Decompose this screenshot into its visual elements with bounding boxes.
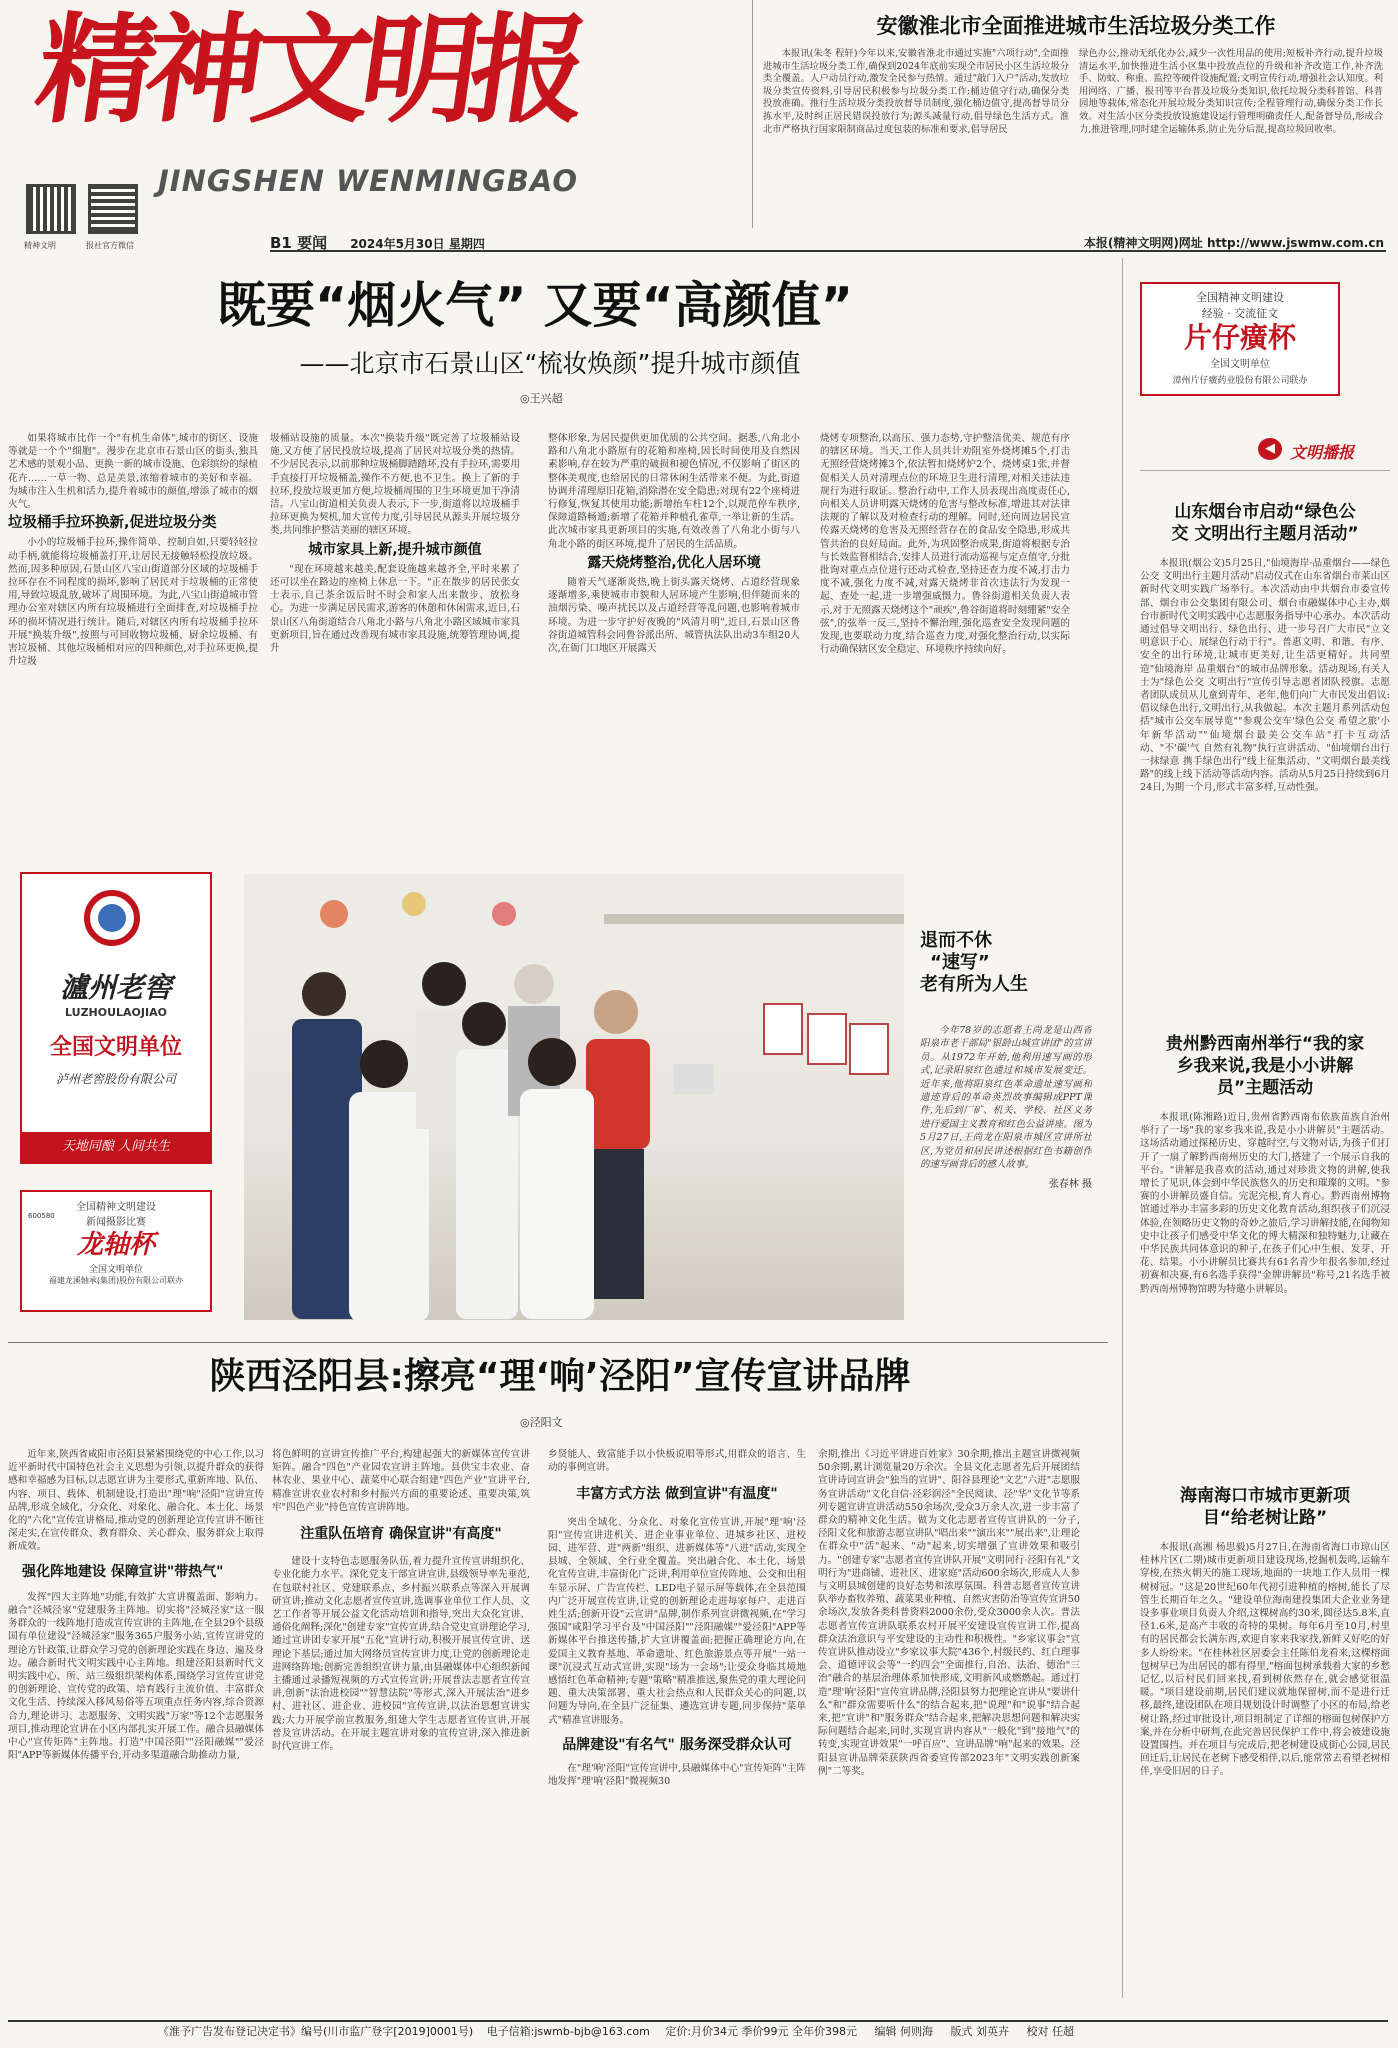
ad-pzh-brand: 片仔癀杯 xyxy=(1183,321,1296,354)
sidebar-item-3-body: 本报讯(高湘 杨思毅)5月27日,在海南省海口市琼山区桂林片区(二期)城市更新项目建设现场,挖掘机轰鸣,运输车穿梭,在热火朝天的施工现场,地面的一块地工作人员用一棵树树冠。"这是20世纪60年代初引进种植的榕树,能长了尽管生长期百年之久。"建设单位海南建投集团大企业业务建设多事业项目负责人介绍,这棵树高约30米,圆径达5.8米,直径1.6米,是高产丰收的奇特的果树。每年6月至10月,村里有的居民都会长满东西,欢迎自家来我家找,新鲜又好吃的好多人纷纷来。"在桂林社区居委会主任陈伯龙看来,这棵榕面包树早已为出居民的都有得里,"榕面包树承载着大家的乡愁记忆,以后村民们回来找,看到树依然存在,就会感觉很温暖。"项目建设前期,居民们建议就地保留树,而不是进行迁移,最终,建设团队在项目规划设计时调整了小区的布局,给老树让路,经过审批设计,项目组制定了详细的榕面包树保护方案,并在分析中研判,在此完善居民保护工作中,将会被建设施设置围挡。并在项目与完成后,把老树建设成街心公园,居民回迁后,让居民在老树下感受相伴,以后,能常常去看望老树相伴,享受旧居的日子。 xyxy=(1140,1542,1390,1778)
caption-title-3: 老有所为人生 xyxy=(920,974,1028,995)
top-story-col-1: 本报讯(朱冬 程轩)今年以来,安徽省淮北市通过实施"六项行动",全面推进城市生活垃圾分类工作,确保到2024年底前实现全市居民小区生活垃圾分类全覆盖。人户动员行动,激发全民参与热情。通过"敲门入户"活动,发放垃圾分类宣传资料,引导居民积极参与垃圾分类工作;桶边值守行动,确保分类投放准确。推行生活垃圾分类投放督导员制度,强化桶边值守,提高督导员分拣水平,及时纠正居民错误投放行为;源头减量行动,倡导绿色生活方式。淮北市严格执行国家限制商品过度包装的标准和要求,倡导居民 xyxy=(763,48,1069,135)
main-byline: ◎王兴超 xyxy=(520,392,563,405)
masthead xyxy=(18,0,748,200)
photo-illustration xyxy=(244,874,904,1320)
page-label: B1 要闻 xyxy=(270,234,328,252)
caption-credit: 张春林 摄 xyxy=(1048,1179,1092,1191)
ad-luzhoulaojiao[interactable] xyxy=(20,872,212,1164)
ad-longzhou-brand: 龙轴杯 xyxy=(76,1230,155,1260)
shaanxi-subhead-3: 丰富方式方法 做到宣讲"有温度" xyxy=(576,1486,778,1503)
ad-pzh-company: 漳州片仔癀药业股份有限公司联办 xyxy=(1172,376,1308,386)
logo-pinyin: JINGSHEN WENMINGBAO xyxy=(158,164,579,198)
shaanxi-title: 陕西泾阳县:擦亮“理‘响’泾阳”宣传宣讲品牌 xyxy=(209,1356,911,1397)
footer-proof: 校对 任超 xyxy=(1026,2025,1075,2038)
date-bar xyxy=(270,232,1386,252)
luzhou-logo-inner xyxy=(98,904,126,932)
ad-pzh-line1: 全国精神文明建设 xyxy=(1196,291,1284,304)
footer-license: 《淮予广告发布登记决定书》编号(川市监广登字[2019]0001号) xyxy=(158,2025,474,2038)
footer-email[interactable]: 电子信箱:jswmb-bjb@163.com xyxy=(486,2025,650,2038)
website-link[interactable]: 本报(精神文明网)网址 http://www.jswmw.com.cn xyxy=(1083,236,1384,250)
footer-price: 定价:月价34元 季价99元 全年价398元 xyxy=(665,2025,858,2038)
shaanxi-subhead-4: 品牌建设"有名气" 服务深受群众认可 xyxy=(562,1736,792,1753)
shaanxi-col-2: 将色鲜明的宣讲宣传推广平台,构建起强大的新媒体宣传宣讲矩阵。融合"四色"产业园农宣讲主阵地。县供宝丰农业、奋林农业、果业中心、蔬菜中心联合组建"四色产业"宣讲平台,精准宣讲农业农村和乡村振兴方面的重要论述、重要决策,筑牢"四色产业"持色宣传宣讲阵地。 注重队伍培育 确保宣讲"有高度" 建设十支特色志愿服务队伍,着力提升宣传宣讲组织化、专业化能力水平。深化党支干部宣讲宣讲,县级领导率先垂范,在包联村社区、党建联系点、乡村振兴联系点等深入开展调研宣讲;推动文化志愿者宣传宣讲,选调事业单位工作人员、文艺工作者等开展公益文化活动培训和指导,突出大众化宣讲、通俗化阐释;深化"创建专家"宣传宣讲,结合党史宣讲理论学习,通过宣讲团专家开展"五化"宣讲行动,积极开展宣传宣讲、送理论下基层;通过加大网络员宣传宣讲力度,让党的创新理论走进网络阵地;创新完善组织宣讲力量,由县融媒体中心组织新闻主播通过录播短视频的方式宣传宣讲;开展普法志愿者宣传宣讲,创新"法治进校园""智慧法院"等形式,深入开展法治"进乡村、进社区、进企业、进校园"宣传宣讲,以法治思想宣讲实践;大力开展学前宣教服务,组建大学生志愿者宣传宣讲,开展普及宣讲活动。在开展主题宣讲对象的宣传宣讲,深入推进新时代宣讲工作。 xyxy=(272,1449,530,1753)
main-col-2: 圾桶站设施的质量。本次"换装升级"既完善了垃圾桶站设施,又方便了居民投放垃圾,提高了居民对垃圾分类的热情。不少居民表示,以前那种垃圾桶脚踏踏坏,没有手拉环,需要用手直接打开垃圾桶盖,操作不方便,也不卫生。换上了新的手拉环,投放垃圾更加方便,垃圾桶周围的卫生环境更加干净清洁。八宝山街道相关负责人表示,下一步,街道将以垃圾桶手拉环更换为契机,加大宣传力度,引导居民从源头开展垃圾分类,共同维护整洁美丽的辖区环境。 城市家具上新,提升城市颜值 "现在环境越来越美,配套设施越来越齐全,平时来累了还可以坐在路边的座椅上休息一下。"正在散步的居民张女士表示,自己茶余饭后时不时会和家人出来散步、放松身心。为进一步满足居民需求,游客的休憩和休闲需求,近日,石景山区八角街道结合八角北小路与八角北小路区域城市家具更新项目,旨在通过改善现有城市家具设施,统筹管理协调,提升 xyxy=(270,433,520,655)
news-photo xyxy=(244,874,904,1320)
ad-luzhou-slogan: 天地同酿 人间共生 xyxy=(22,1132,210,1162)
main-headline: 既要“烟火气” 又要“高颜值” xyxy=(217,277,853,334)
top-story-col-2: 绿色办公,推动无纸化办公,减少一次性用品的使用;短板补齐行动,提升垃圾清运水平,加快推进生活小区集中投放点位的升级和补齐改造工作,补齐洗手、防蚊、称重、监控等硬件设施配置;文明宣传行动,增强社会认知度。利用网络、广播、报刊等平台普及垃圾分类知识,依托垃圾分类科普馆、科普园地等载体,常态化开展垃圾分类知识宣传;全程管理行动,确保分类工作长效。对生活小区分类投放设施建设运行管理明确责任人,配备督导员,形成合力,推进管理,同时建全运输体系,防止先分后混,提高垃圾回收率。 xyxy=(1079,48,1383,135)
main-col-1: 如果将城市比作一个"有机生命体",城市的街区、设施等就是一个个"细胞"。漫步在北京市石景山区的街头,独具艺术感的景观小品、更换一新的城市设施、色彩缤纷的绿植花卉……一草一物、总是美景,浓缩着城市的美好和幸福。为城市注入生机和活力,提升着城市的颜值,增添了城市的烟火气。 垃圾桶手拉环换新,促进垃圾分类 小小的垃圾桶手拉环,操作简单、控制自如,只要轻轻拉动手柄,就能将垃圾桶盖打开,让居民无接触轻松投放垃圾。然而,因多种原因,石景山区八宝山街道部分区域的垃圾桶手拉环存在不同程度的损坏,影响了居民对于垃圾桶的正常使用,导致垃圾乱放,破坏了周围环境。为此,八宝山街道城市管理办公室对辖区内所有垃圾桶进行全面排查,对垃圾桶手拉环的损坏情况进行统计。随后,对辖区内所有垃圾桶手拉环开展"换装升级",按照与可回收物垃圾桶、厨余垃圾桶、有害垃圾桶、其他垃圾桶相对应的四种颜色,对手拉环更换,提升垃圾 xyxy=(8,433,258,668)
ad-luzhou-company: 泸州老窖股份有限公司 xyxy=(55,1072,176,1086)
ad-luzhou-title: 全国文明单位 xyxy=(49,1034,182,1060)
shaanxi-subhead-2: 注重队伍培育 确保宣讲"有高度" xyxy=(300,1526,502,1543)
sidebar-divider xyxy=(1122,258,1123,1998)
photo-caption xyxy=(920,930,1100,1330)
ad-longzhou-line2: 新闻摄影比赛 xyxy=(86,1217,146,1228)
main-subtitle: ——北京市石景山区“梳妆焕颜”提升城市颜值 xyxy=(299,349,801,378)
issue-date: 2024年5月30日 星期四 xyxy=(350,237,485,251)
ad-pzh-line2: 经验 · 交流征文 xyxy=(1201,307,1279,320)
shaanxi-byline: ◎泾阳文 xyxy=(520,1416,563,1429)
sidebar-header-label: 文明播报 xyxy=(1290,443,1355,462)
qr-label-2: 报社官方微信 xyxy=(86,241,134,250)
caption-body: 今年78岁的志愿者王尚龙是山西省阳泉市老干部局"银龄山城宣讲团"的宣讲员。从1972年开始,他利用速写画的形式,记录阳泉红色通过和城市发展变迁。近年来,他将阳泉红色革命遗址速写画和遗迹背后的革命英烈故事编辑成PPT课件,先后到厂矿、机关、学校、社区义务进行爱国主义教育和红色公益讲座。图为5月27日,王尚龙在阳泉市城区宣讲所社区,为党员和居民讲述根据红色书籍创作的速写画背后的感人故事。 xyxy=(920,1025,1092,1171)
top-story-title: 安徽淮北市全面推进城市生活垃圾分类工作 xyxy=(876,14,1276,38)
ad-pzh-unit: 全国文明单位 xyxy=(1210,359,1270,370)
footer-design: 版式 刘英卉 xyxy=(950,2025,1010,2038)
sidebar xyxy=(1140,430,1390,2000)
ad-longzhou-code: 600580 xyxy=(28,1212,55,1220)
megaphone-icon: ◀ xyxy=(1258,438,1282,460)
caption-title-1: 退而不休 xyxy=(920,930,992,951)
qr-label-1: 精神文明 xyxy=(24,241,56,250)
main-subhead-1: 垃圾桶手拉环换新,促进垃圾分类 xyxy=(8,515,217,532)
shaanxi-subhead-1: 强化阵地建设 保障宣讲"带热气" xyxy=(22,1563,224,1580)
main-col-4: 烧烤专项整治,以高压、强力态势,守护整洁优美、规范有序的辖区环境。当天,工作人员共计劝阻室外烧烤摊5个,打击无照经营烧烤摊3个,依法暂扣烧烤炉2个、烧烤桌1张,并督促相关人员对清理点位的环境卫生进行清理,对相关违法违规行为进行取证。整治行动中,工作人员表现出高度责任心,向相关人员讲明露天烧烤的危害与整改标准,增进其对法律法规的了解以及对检查行动的理解。同时,还向周边居民宣传露天烧烤的危害及无照经营存在的食品安全隐患,形成共管共治的良好局面。此外,为巩固整治成果,街道将根据专治与长效监督相结合,安排人员进行流动巡视与定点值守,分批批询对重点点位进行还动式检查,坚持还查力度不减,打击力度不减,强化力度不减,对露天烧烤非首次违法行为发现一起、查处一起,进一步增强威慑力。鲁谷街道相关负责人表示,对于无照露天烧烤这个"顽疾",鲁谷街道将时刻绷紧"安全弦",的弦举一反三,坚持不懈治理,强化巡查安全发现问题的发现,也要联动力度,结合巡查力度,对强化整治行动,以实际行动确保辖区安全稳定、环境秩序持续向好。 xyxy=(820,433,1070,656)
ad-longzhou-unit: 全国文明单位 xyxy=(88,1265,143,1275)
ad-longzhou[interactable] xyxy=(20,1190,212,1312)
ad-longzhou-company: 福建龙溪轴承(集团)股份有限公司联办 xyxy=(48,1276,184,1285)
footer-editor: 编辑 何则海 xyxy=(874,2025,934,2038)
ad-pianzaihuang[interactable] xyxy=(1140,282,1340,396)
sidebar-item-2-title: 贵州黔西南州举行“我的家乡我来说,我是小小讲解员”主题活动 xyxy=(1165,1034,1365,1098)
ad-luzhou-brand-py: LUZHOULAOJIAO xyxy=(65,1006,167,1019)
main-col-3: 整体形象,为居民提供更加优质的公共空间。据悉,八角北小路和八角北小路原有的花箱和座椅,因长时间使用及自然因素影响,存在较为严重的破损和褪色情况,不仅影响了街区的整体美观度,也给居民的日常休闲生活带来不便。为此,街道协调并清理原旧花箱,消除潜在安全隐患;对现有22个座椅进行修复,恢复其使用功能;新增抬车柱12个,以规范停车秩序,保障道路畅通;新增了花箱并种植孔雀草,一举让新的生活。此次城市家具更新项目的实施,有效改善了八角北小街与八角北小路的街区环境,提升了居民的生活品质。 露天烧烤整治,优化人居环境 随着天气逐渐炎热,晚上街头露天烧烤、占道经营现象逐渐增多,乘使城市市貌和人居环境产生影响,但伴随而来的油烟污染、噪声扰民以及占道经营等乱问题,也影响着城市环境。为进一步守护好夜晚的"风清月明",近日,石景山区鲁谷街道城管科会同鲁谷派出所、城管执法队出动3车组20人次,在衙门口地区开展露天 xyxy=(548,433,800,655)
sidebar-item-1-title: 山东烟台市启动“绿色公交 文明出行主题月活动” xyxy=(1171,502,1359,544)
sidebar-item-2-body: 本报讯(陈湘路)近日,贵州省黔西南布依族苗族自治州举行了一场"我的家乡我来说,我是小小讲解员"主题活动。这场活动通过探秘历史、穿越时空,与文物对话,为孩子们打开了一扇了解黔西南州历史的大门,搭建了一个展示自我的平台。"讲解是我喜欢的活动,通过对珍贵文物的讲解,使我增长了见识,体会到中华民族悠久的历史和璀璨的文明。"参赛的小讲解员盛自信。完泥完根,育人育心。黔西南州博物馆通过举办丰富多彩的历史文化教育活动,组织孩子们沉浸体验,在领略历史文物的奇妙之旅后,学习讲解技能,在闻物知史中让孩子们感受中华文化的博大精深和独特魅力,让藏在中华民族共同体意识的种子,在孩子们心中生根、发芽、开花、结果。小小讲解员比赛共有61名青少年报名参加,经过初赛和决赛,有6名选手获得"金牌讲解员"称号,21名选手被黔西南州博物馆聘为特邀小讲解员。 xyxy=(1140,1112,1390,1295)
sidebar-item-3-title: 海南海口市城市更新项目“给老树让路” xyxy=(1180,1486,1350,1528)
sidebar-header xyxy=(1140,430,1390,471)
main-subhead-2: 城市家具上新,提升城市颜值 xyxy=(308,541,482,558)
sidebar-item-1-body: 本报讯(烟公文)5月25日,"仙境海岸·品重烟台——绿色公交 文明出行主题月活动"启动仪式在山东省烟台市莱山区新时代文明实践广场举行。本次活动由中共烟台市委宣传部、烟台市公交集团有限公司、烟台市融媒体中心主办,烟台市新时代文明实践中心志愿服务指导中心承办。本次活动通过倡导文明出行、绿色出行、进一步号召广大市民"立文明意识于心、展绿色行动于行"。普惠文明、和谐、有序、安全的出行环境,让城市更美好,让生活更精好。共同塑造"仙境海岸 品重烟台"的城市品牌形象。活动现场,有关人士为"绿色公交 文明出行"宣传引导志愿者团队授旗。志愿者团队成员从儿童到青年、老年,他们向广大市民发出倡议:倡议绿色出行,文明出行,从我做起。本次主题月系列活动包括"城市公交车展导览""参观公交车'绿色公交 希望之旅'小年新华活动""仙境烟台最美公交车站"打卡互动活动、"不'碳'气 自然有礼物"执行宣讲活动、"仙境烟台出行一抹绿意 携手绿色出行"线上征集活动、"文明烟台最美线路"的线上线下活动等活动内容。活动从5月25日持续到6月24日,为期一个月,形式丰富多样,互动性强。 xyxy=(1140,558,1390,794)
main-subhead-3: 露天烧烤整治,优化人居环境 xyxy=(587,554,761,571)
ad-longzhou-line1: 全国精神文明建设 xyxy=(76,1202,156,1213)
footer xyxy=(8,2020,1388,2044)
top-story xyxy=(752,0,1393,228)
newspaper-logo: 精神文明报 xyxy=(28,0,588,139)
shaanxi-col-4: 余期,推出《习近平讲进百姓家》30余期,推出主题宣讲微视频50余期,累计浏览量20万余次。全县文化志愿者先后开展团结宣讲诗词宣讲会"独当的宣讲"、阳谷县理论"文艺"六进"志愿服务宣讲活动"文化自信·泾彩润泾"全民阅读、泾"华"文化节等系列专题宣讲宣讲活动550余场次,受众3万余人次,进一步丰富了群众的精神文化生活。做为文化志愿者宣传宣讲队的一分子,泾阳文化和旅游志愿宣讲队"唱出来""演出来""展出来",让理论在群众中"活"起来、"动"起来,切实增强了宣讲效果和吸引力。"创建专家"志愿者宣传宣讲队开展"文明同行·泾阳有礼"文明行为"进商铺、进社区、进家庭"活动600余场次,形成人人参与文明县城创建的良好态势和浓厚氛围。科普志愿者宣传宣讲队举办畜牧养殖、蔬菜果业种植、自然灾害防治等宣传宣讲50余场次,发放各类科普资料2000余份,受众3000余人次。普法志愿者宣传宣讲队联系农村开展平安建设宣传宣讲工作,提高群众法治意识与平安建设的主动性和积极性。"乡家议事会"宣传宣讲队推动设立"乡家议事大院"436个,村级民约、红白理事会、道德评议会等"一约四会"全面推行,自治、法治、德治"三治"融合的基层治理体系加快形成,文明新风成燃燃起。通过打造"理'响'泾阳"宣传宣讲品牌,泾阳县努力把理论宣讲从"要讲什么"和"群众需要听什么"的结合起来,把"说理"和"说事"结合起来,把"宣讲"和"服务群众"结合起来,把解决思想问题和解决实际问题结合起来,同时,实现宣讲内容从"一般化"到"接地气"的转变,实现宣讲效果"一呼百应"、宣讲品牌"响"起来的效果。泾阳县宣讲品牌荣获陕西省委宣传部2023年"文明实践创新案例"二等奖。 xyxy=(818,1449,1080,1777)
qr-code-2 xyxy=(88,184,138,234)
caption-title-2: “速写” xyxy=(930,952,990,973)
section-divider xyxy=(8,1342,1108,1343)
shaanxi-col-1: 近年来,陕西省咸阳市泾阳县紧紧围绕党的中心工作,以习近平新时代中国特色社会主义思想为引领,以提升群众的获得感和幸福感为目标,以志愿宣讲为主要形式,重新库地、队伍、内容、项目、载体、机制建设,打造出"理"响"泾阳"宣讲宣传品牌,形成全域化、分众化、对象化、融合化、本土化、场景化的"六化"宣传宣讲格局,推动党的创新理论宣传宣讲不断往深走实,在宣传群众、教育群众、关心群众、服务群众上取得新成效。 强化阵地建设 保障宣讲"带热气" 发挥"四大主阵地"功能,有效扩大宣讲覆盖面、影响力。融合"泾城泾家"党建服务主阵地。切实将"泾城泾家"这一服务群众的一线阵地打造成宣传宣讲的主阵地,在全县29个县级国有单位建设"泾城泾家"服务365户服务小站,宣传宣讲党的理论方针政策,让群众学习党的创新理论实践在身边、遍及身边。融合新时代文明实践中心主阵地。组建泾阳县新时代文明实践中心、所、站三级组织架构体系,围绕学习宣传宣讲党的创新理论、宣传党的政策、培育践行主流价值、丰富群众文化生活、持续深入移风易俗等五项重点任务内容,综合资源合力,理论讲习、志愿服务、文明实践"万家"等12个志愿服务项目,推动理论宣讲在小区内部扎实开展工作。融合县融媒体中心"宣传矩阵"主阵地。打造"中国泾阳""泾阳融媒""爱泾阳"APP等新媒体传播平台,开动多渠道融合助推动力量, xyxy=(8,1449,264,1762)
shaanxi-col-3: 乡贤能人、致富能手以小快板说唱等形式,用群众的语言、生动的事例宣讲。 丰富方式方法 做到宣讲"有温度" 突出全域化、分众化、对象化宣传宣讲,开展"理'响'泾阳"宣传宣讲进机关、进企业事业单位、进城乡社区、进校园、进军营、进"两新"组织、进新媒体等"八进"活动,实现全县城、全领域、全行业全覆盖。突出融合化、本土化、场景化宣传宣讲,丰富街化广泛讲,利用单位宣传阵地、公交和出租车显示屏、广告宣传栏、LED电子显示屏等载体,在全县范围内广泛开展宣传宣讲,让党的创新理论走进每家每户、走进百姓生活;创新开设"云宣讲"品牌,制作系列宣讲微视频,在"学习强国"咸阳学习平台及"中国泾阳""泾阳融媒""爱泾阳"APP等新媒体平台推送传播,扩大宣讲覆盖面;把握正确理论方向,在爱国主义教育基地、革命遗址、红色旅游景点等开展"一站一课"沉浸式互动式宣讲,实现"场为一会场";让受众身临其境地感悟红色革命精神;专题"策略"精准推送,聚焦党的重大理论问题、重大决策部署、重大社会热点和人民群众关心的问题,以问题为导向,在全县广泛征集、遴选宣讲专题,同步保持"菜单式"精准宣讲服务。 品牌建设"有名气" 服务深受群众认可 在"理'响'泾阳"宣传宣讲中,县融媒体中心"宣传矩阵"主阵地发挥"理'响'泾阳"微视频30 xyxy=(548,1449,806,1788)
ad-luzhou-brand-cn: 瀘州老窖 xyxy=(59,971,172,1004)
qr-code-1 xyxy=(26,184,76,234)
